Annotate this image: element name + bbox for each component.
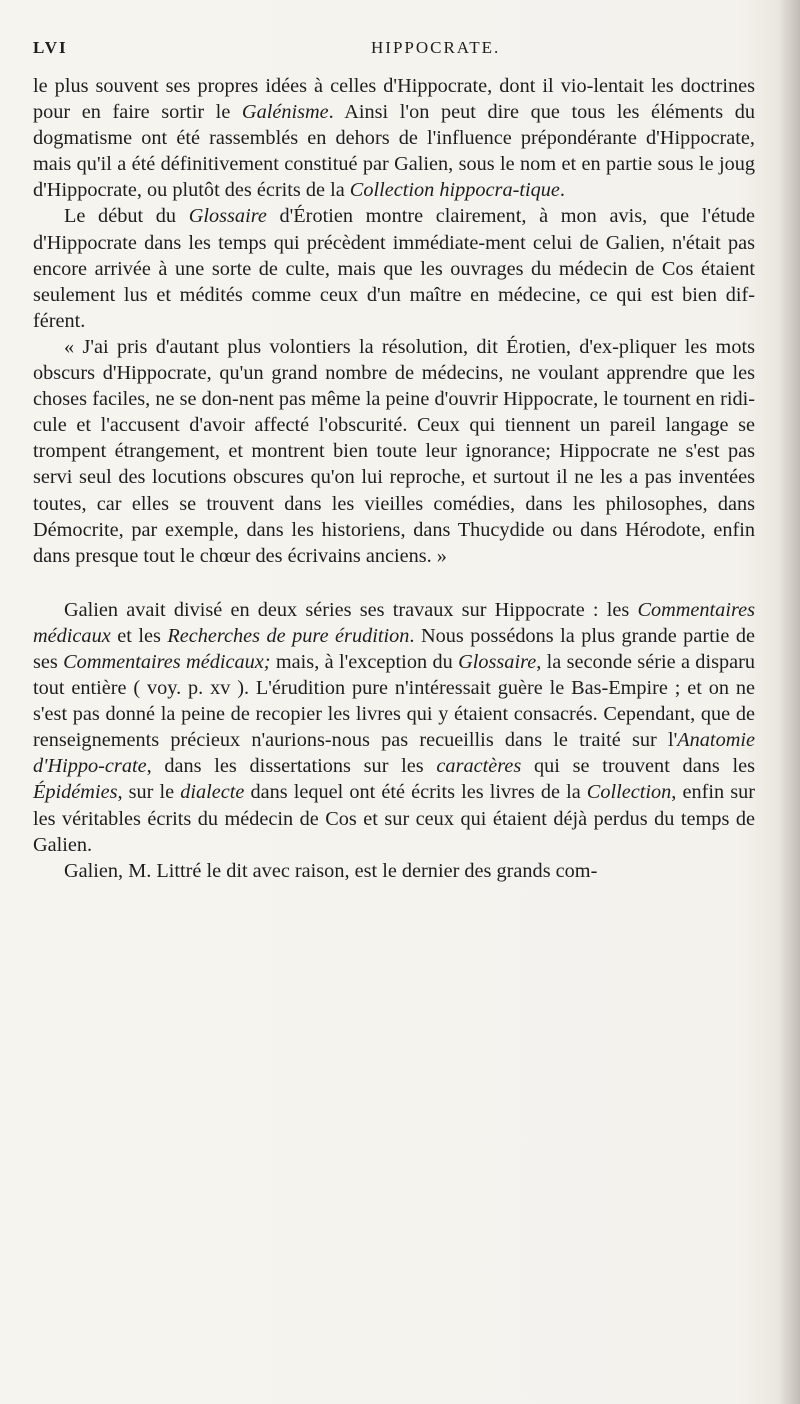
italic-text-run: dialecte <box>180 781 245 804</box>
paragraph <box>33 858 755 884</box>
paragraph <box>33 597 755 858</box>
paragraph <box>33 73 755 203</box>
text-run: , la seconde série a disparu tout entière ( voy. p. xv ). L'érudition pure n'intéressait guère le Bas-Empire ; et on ne s'est pas donné la peine de recopier les livres qui y étaient consacrés. Cependant, que de renseignements précieux n'aurions-nous pas recueillis dans le traité sur l' <box>33 650 756 752</box>
italic-text-run: Épidémies <box>33 781 118 804</box>
page-header <box>33 38 755 62</box>
text-run: d'Érotien montre clairement, à mon avis, que l'étude d'Hippocrate dans les temps qui précèdent immédiate-ment celui de Galien, n'était pas encore arrivée à une sorte de culte, mais que les ouvrages du médecin de Cos étaient seulement lus et médités comme ceux d'un maître en médecine, ce qui est bien dif-férent. <box>33 205 755 332</box>
italic-text-run: Galénisme <box>241 101 329 124</box>
text-run: , sur le <box>117 781 181 804</box>
italic-text-run: Recherches de pure érudition <box>167 624 410 647</box>
text-run: mais, à l'exception du <box>270 650 459 673</box>
text-run: dans lequel ont été écrits les livres de la <box>244 781 587 804</box>
text-run: . Ainsi l'on peut dire que tous les éléments du dogmatisme ont été rassemblés en dehors de l'influence prépondérante d'Hippocrate, mais qu'il a été définitivement constitué par Galien, sous le nom et en partie sous le joug d'Hippocrate, ou plutôt des écrits de la <box>33 101 755 202</box>
text-run: le plus souvent ses propres idées à celles d'Hippocrate, dont il vio-lentait les doctrines pour en faire sortir le <box>33 75 755 124</box>
text-run: Galien, M. Littré le dit avec raison, est le dernier des grands com- <box>64 859 598 882</box>
italic-text-run: Glossaire <box>458 650 537 673</box>
text-run: . Nous possédons la plus grande partie de ses <box>33 624 755 673</box>
running-title: HIPPOCRATE. <box>371 38 501 57</box>
page-edge-shadow <box>778 0 800 1404</box>
text-run: , dans les dissertations sur les <box>146 755 437 778</box>
italic-text-run: Glossaire <box>188 205 267 228</box>
text-run: Le début du <box>64 205 189 228</box>
quotation-paragraph <box>33 334 755 569</box>
text-run: et les <box>110 624 168 647</box>
text-run: Galien avait divisé en deux séries ses travaux sur Hippocrate : les <box>64 598 638 621</box>
text-run: , enfin sur les véritables écrits du médecin de Cos et sur ceux qui étaient déjà perdus du temps de Galien. <box>33 781 755 856</box>
italic-text-run: caractères <box>436 755 522 778</box>
italic-text-run: Collection <box>586 781 672 804</box>
italic-text-run: Commentaires médicaux; <box>63 650 271 673</box>
text-run: « J'ai pris d'autant plus volontiers la résolution, dit Érotien, d'ex-pliquer les mots obscurs d'Hippocrate, qu'un grand nombre de médecins, ne voulant apprendre que les choses faciles, ne se don-nent pas même la peine d'ouvrir Hippocrate, le tournent en ridi-cule et l'accusent d'avoir affecté l'obscurité. Ceux qui tiennent un pareil langage se trompent étrangement, et montrent bien toute leur ignorance; Hippocrate ne s'est pas servi seul des locutions obscures qu'on lui reproche, et surtout il ne les a pas inventées toutes, car elles se trouvent dans les vieilles comédies, dans les philosophes, dans Démocrite, par exemple, dans les historiens, dans Thucydide ou dans Hérodote, enfin dans presque tout le chœur des écrivains anciens. » <box>33 335 755 567</box>
text-run: . <box>559 179 565 202</box>
paragraph <box>33 203 755 333</box>
text-run: qui se trouvent dans les <box>521 755 755 778</box>
page-number: LVI <box>33 38 68 57</box>
body-text <box>33 73 755 884</box>
italic-text-run: Commentaires médicaux <box>33 598 755 647</box>
italic-text-run: Collection hippocra-tique <box>349 179 560 202</box>
italic-text-run: Anatomie d'Hippo-crate <box>33 729 755 778</box>
